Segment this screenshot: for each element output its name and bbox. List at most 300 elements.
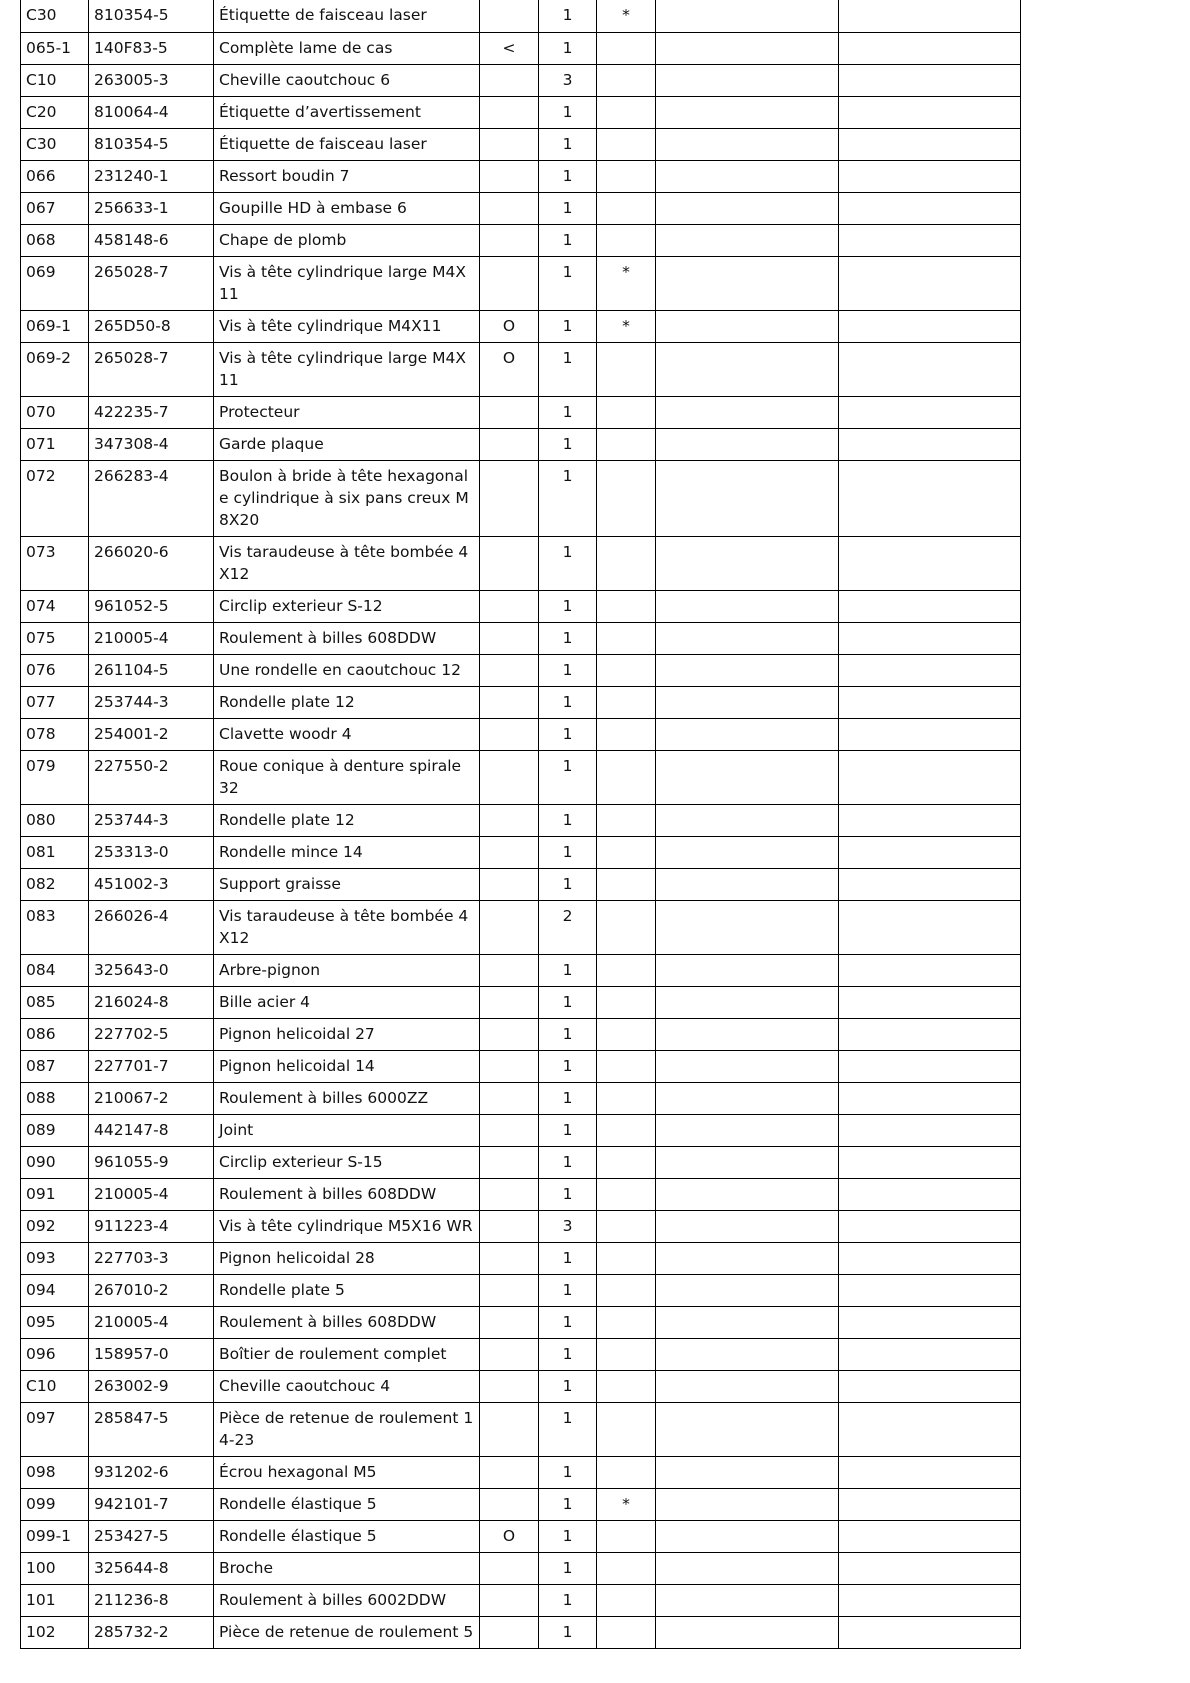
blank-cell-1 [656,536,839,590]
description-cell: Boulon à bride à tête hexagonale cylindrique à six pans creux M8X20 [214,460,480,536]
blank-cell-1 [656,1018,839,1050]
table-row [21,622,1021,654]
blank-cell-2 [839,986,1021,1018]
table-row [21,536,1021,590]
change-flag-cell [480,1242,539,1274]
blank-cell-1 [656,1242,839,1274]
table-row [21,1370,1021,1402]
blank-cell-2 [839,868,1021,900]
part-number-cell: 285847-5 [89,1402,214,1456]
description-cell: Complète lame de cas [214,32,480,64]
part-number-cell: 210067-2 [89,1082,214,1114]
description-cell: Roulement à billes 608DDW [214,1306,480,1338]
part-number-cell: 210005-4 [89,1178,214,1210]
table-row [21,192,1021,224]
blank-cell-2 [839,224,1021,256]
blank-cell-2 [839,1018,1021,1050]
blank-cell-1 [656,804,839,836]
quantity-cell: 1 [539,804,597,836]
change-flag-cell [480,0,539,32]
item-number-cell: 084 [21,954,89,986]
blank-cell-1 [656,750,839,804]
change-flag-cell [480,1402,539,1456]
blank-cell-1 [656,1456,839,1488]
table-row [21,342,1021,396]
note-mark-cell [597,1082,656,1114]
blank-cell-2 [839,1370,1021,1402]
quantity-cell: 2 [539,900,597,954]
table-row [21,590,1021,622]
item-number-cell: 086 [21,1018,89,1050]
item-number-cell: 100 [21,1552,89,1584]
quantity-cell: 1 [539,718,597,750]
item-number-cell: 102 [21,1616,89,1648]
part-number-cell: 266026-4 [89,900,214,954]
part-number-cell: 253313-0 [89,836,214,868]
part-number-cell: 210005-4 [89,622,214,654]
item-number-cell: 066 [21,160,89,192]
item-number-cell: C30 [21,0,89,32]
item-number-cell: 085 [21,986,89,1018]
change-flag-cell [480,1552,539,1584]
note-mark-cell [597,1584,656,1616]
table-row [21,396,1021,428]
part-number-cell: 810354-5 [89,128,214,160]
part-number-cell: 227550-2 [89,750,214,804]
note-mark-cell: * [597,0,656,32]
quantity-cell: 1 [539,1306,597,1338]
part-number-cell: 227701-7 [89,1050,214,1082]
blank-cell-2 [839,460,1021,536]
blank-cell-1 [656,1370,839,1402]
quantity-cell: 1 [539,1082,597,1114]
part-number-cell: 442147-8 [89,1114,214,1146]
change-flag-cell [480,1018,539,1050]
change-flag-cell [480,1210,539,1242]
item-number-cell: 080 [21,804,89,836]
table-row [21,804,1021,836]
note-mark-cell [597,1242,656,1274]
note-mark-cell: * [597,1488,656,1520]
item-number-cell: 098 [21,1456,89,1488]
blank-cell-2 [839,1306,1021,1338]
blank-cell-1 [656,654,839,686]
change-flag-cell [480,1114,539,1146]
table-row [21,128,1021,160]
blank-cell-2 [839,256,1021,310]
description-cell: Pièce de retenue de roulement 14-23 [214,1402,480,1456]
item-number-cell: 088 [21,1082,89,1114]
note-mark-cell [597,1520,656,1552]
table-row [21,1242,1021,1274]
quantity-cell: 1 [539,396,597,428]
description-cell: Cheville caoutchouc 6 [214,64,480,96]
quantity-cell: 1 [539,868,597,900]
table-row [21,1616,1021,1648]
quantity-cell: 1 [539,750,597,804]
part-number-cell: 458148-6 [89,224,214,256]
item-number-cell: 067 [21,192,89,224]
table-row [21,718,1021,750]
note-mark-cell [597,718,656,750]
blank-cell-1 [656,64,839,96]
blank-cell-1 [656,718,839,750]
blank-cell-1 [656,1178,839,1210]
blank-cell-2 [839,310,1021,342]
description-cell: Pièce de retenue de roulement 5 [214,1616,480,1648]
blank-cell-2 [839,160,1021,192]
note-mark-cell [597,1178,656,1210]
item-number-cell: 091 [21,1178,89,1210]
part-number-cell: 285732-2 [89,1616,214,1648]
quantity-cell: 1 [539,1338,597,1370]
item-number-cell: 072 [21,460,89,536]
quantity-cell: 1 [539,954,597,986]
blank-cell-1 [656,310,839,342]
blank-cell-1 [656,96,839,128]
change-flag-cell [480,750,539,804]
change-flag-cell [480,1584,539,1616]
change-flag-cell [480,954,539,986]
quantity-cell: 1 [539,256,597,310]
note-mark-cell [597,460,656,536]
item-number-cell: 069-2 [21,342,89,396]
blank-cell-1 [656,1402,839,1456]
quantity-cell: 1 [539,96,597,128]
part-number-cell: 158957-0 [89,1338,214,1370]
blank-cell-2 [839,622,1021,654]
item-number-cell: C10 [21,64,89,96]
item-number-cell: 076 [21,654,89,686]
quantity-cell: 1 [539,192,597,224]
note-mark-cell [597,622,656,654]
description-cell: Roulement à billes 6000ZZ [214,1082,480,1114]
blank-cell-1 [656,590,839,622]
blank-cell-2 [839,1488,1021,1520]
table-row [21,868,1021,900]
blank-cell-1 [656,1146,839,1178]
note-mark-cell [597,1370,656,1402]
blank-cell-2 [839,686,1021,718]
note-mark-cell [597,1146,656,1178]
blank-cell-1 [656,1274,839,1306]
description-cell: Garde plaque [214,428,480,460]
change-flag-cell [480,836,539,868]
description-cell: Rondelle plate 5 [214,1274,480,1306]
table-row [21,1050,1021,1082]
note-mark-cell [597,686,656,718]
quantity-cell: 1 [539,622,597,654]
blank-cell-1 [656,1616,839,1648]
blank-cell-1 [656,192,839,224]
change-flag-cell [480,718,539,750]
item-number-cell: 075 [21,622,89,654]
part-number-cell: 256633-1 [89,192,214,224]
quantity-cell: 1 [539,1552,597,1584]
item-number-cell: 079 [21,750,89,804]
description-cell: Roulement à billes 608DDW [214,1178,480,1210]
blank-cell-2 [839,654,1021,686]
description-cell: Étiquette d’avertissement [214,96,480,128]
blank-cell-2 [839,1050,1021,1082]
blank-cell-1 [656,1210,839,1242]
part-number-cell: 810354-5 [89,0,214,32]
blank-cell-1 [656,1488,839,1520]
note-mark-cell [597,750,656,804]
item-number-cell: 068 [21,224,89,256]
note-mark-cell: * [597,256,656,310]
table-row [21,0,1021,32]
note-mark-cell [597,986,656,1018]
quantity-cell: 1 [539,590,597,622]
part-number-cell: 911223-4 [89,1210,214,1242]
item-number-cell: 092 [21,1210,89,1242]
blank-cell-1 [656,622,839,654]
change-flag-cell [480,900,539,954]
item-number-cell: 094 [21,1274,89,1306]
change-flag-cell [480,868,539,900]
blank-cell-1 [656,1082,839,1114]
blank-cell-1 [656,1552,839,1584]
blank-cell-1 [656,224,839,256]
description-cell: Vis taraudeuse à tête bombée 4X12 [214,900,480,954]
description-cell: Rondelle plate 12 [214,804,480,836]
item-number-cell: 093 [21,1242,89,1274]
table-row [21,460,1021,536]
part-number-cell: 325643-0 [89,954,214,986]
part-number-cell: 263002-9 [89,1370,214,1402]
quantity-cell: 1 [539,1584,597,1616]
description-cell: Pignon helicoidal 28 [214,1242,480,1274]
note-mark-cell [597,32,656,64]
note-mark-cell [597,804,656,836]
part-number-cell: 265028-7 [89,256,214,310]
note-mark-cell [597,1050,656,1082]
change-flag-cell [480,224,539,256]
part-number-cell: 961052-5 [89,590,214,622]
description-cell: Goupille HD à embase 6 [214,192,480,224]
description-cell: Écrou hexagonal M5 [214,1456,480,1488]
part-number-cell: 210005-4 [89,1306,214,1338]
item-number-cell: 087 [21,1050,89,1082]
table-row [21,750,1021,804]
blank-cell-1 [656,954,839,986]
table-row [21,654,1021,686]
blank-cell-2 [839,64,1021,96]
item-number-cell: 069-1 [21,310,89,342]
change-flag-cell [480,256,539,310]
description-cell: Roulement à billes 608DDW [214,622,480,654]
quantity-cell: 1 [539,1488,597,1520]
quantity-cell: 1 [539,460,597,536]
table-row [21,96,1021,128]
description-cell: Ressort boudin 7 [214,160,480,192]
description-cell: Boîtier de roulement complet [214,1338,480,1370]
note-mark-cell [597,1210,656,1242]
description-cell: Rondelle élastique 5 [214,1488,480,1520]
part-number-cell: 961055-9 [89,1146,214,1178]
part-number-cell: 216024-8 [89,986,214,1018]
item-number-cell: 074 [21,590,89,622]
note-mark-cell [597,1402,656,1456]
change-flag-cell [480,986,539,1018]
blank-cell-2 [839,1146,1021,1178]
blank-cell-2 [839,954,1021,986]
part-number-cell: 267010-2 [89,1274,214,1306]
table-row [21,1082,1021,1114]
quantity-cell: 1 [539,128,597,160]
table-row [21,256,1021,310]
change-flag-cell [480,1146,539,1178]
blank-cell-1 [656,428,839,460]
note-mark-cell [597,224,656,256]
blank-cell-2 [839,1114,1021,1146]
quantity-cell: 1 [539,986,597,1018]
part-number-cell: 265028-7 [89,342,214,396]
quantity-cell: 1 [539,1616,597,1648]
note-mark-cell [597,654,656,686]
table-row [21,686,1021,718]
note-mark-cell [597,900,656,954]
part-number-cell: 140F83-5 [89,32,214,64]
part-number-cell: 263005-3 [89,64,214,96]
change-flag-cell [480,1338,539,1370]
blank-cell-2 [839,1242,1021,1274]
blank-cell-2 [839,396,1021,428]
description-cell: Vis taraudeuse à tête bombée 4X12 [214,536,480,590]
blank-cell-2 [839,536,1021,590]
part-number-cell: 211236-8 [89,1584,214,1616]
change-flag-cell [480,654,539,686]
description-cell: Circlip exterieur S-12 [214,590,480,622]
note-mark-cell [597,1338,656,1370]
note-mark-cell [597,954,656,986]
change-flag-cell [480,128,539,160]
table-row [21,32,1021,64]
change-flag-cell [480,804,539,836]
note-mark-cell [597,192,656,224]
part-number-cell: 266283-4 [89,460,214,536]
quantity-cell: 1 [539,654,597,686]
part-number-cell: 253744-3 [89,804,214,836]
note-mark-cell [597,1114,656,1146]
note-mark-cell [597,64,656,96]
description-cell: Protecteur [214,396,480,428]
part-number-cell: 810064-4 [89,96,214,128]
table-row [21,1210,1021,1242]
change-flag-cell [480,1050,539,1082]
part-number-cell: 261104-5 [89,654,214,686]
quantity-cell: 1 [539,428,597,460]
change-flag-cell: O [480,310,539,342]
item-number-cell: 077 [21,686,89,718]
table-row [21,1584,1021,1616]
blank-cell-1 [656,686,839,718]
quantity-cell: 3 [539,64,597,96]
table-row [21,836,1021,868]
blank-cell-2 [839,1552,1021,1584]
description-cell: Vis à tête cylindrique M4X11 [214,310,480,342]
item-number-cell: 078 [21,718,89,750]
description-cell: Vis à tête cylindrique large M4X11 [214,342,480,396]
part-number-cell: 227702-5 [89,1018,214,1050]
blank-cell-1 [656,986,839,1018]
quantity-cell: 1 [539,1050,597,1082]
blank-cell-2 [839,192,1021,224]
part-number-cell: 931202-6 [89,1456,214,1488]
description-cell: Support graisse [214,868,480,900]
table-row [21,1456,1021,1488]
note-mark-cell [597,590,656,622]
part-number-cell: 227703-3 [89,1242,214,1274]
table-row [21,1274,1021,1306]
blank-cell-1 [656,160,839,192]
table-row [21,1178,1021,1210]
blank-cell-2 [839,1616,1021,1648]
blank-cell-1 [656,900,839,954]
change-flag-cell [480,686,539,718]
change-flag-cell [480,622,539,654]
change-flag-cell [480,160,539,192]
description-cell: Rondelle plate 12 [214,686,480,718]
table-row [21,1402,1021,1456]
blank-cell-2 [839,900,1021,954]
item-number-cell: 095 [21,1306,89,1338]
blank-cell-2 [839,1338,1021,1370]
table-row [21,1552,1021,1584]
blank-cell-2 [839,718,1021,750]
quantity-cell: 1 [539,342,597,396]
quantity-cell: 3 [539,1210,597,1242]
blank-cell-1 [656,460,839,536]
change-flag-cell: O [480,1520,539,1552]
item-number-cell: 073 [21,536,89,590]
change-flag-cell [480,460,539,536]
note-mark-cell [597,428,656,460]
item-number-cell: C20 [21,96,89,128]
blank-cell-2 [839,1584,1021,1616]
note-mark-cell [597,96,656,128]
change-flag-cell [480,1306,539,1338]
quantity-cell: 1 [539,0,597,32]
item-number-cell: 081 [21,836,89,868]
table-row [21,986,1021,1018]
change-flag-cell: < [480,32,539,64]
part-number-cell: 254001-2 [89,718,214,750]
description-cell: Clavette woodr 4 [214,718,480,750]
quantity-cell: 1 [539,536,597,590]
blank-cell-1 [656,868,839,900]
note-mark-cell [597,342,656,396]
blank-cell-1 [656,1306,839,1338]
change-flag-cell: O [480,342,539,396]
description-cell: Bille acier 4 [214,986,480,1018]
description-cell: Vis à tête cylindrique M5X16 WR [214,1210,480,1242]
table-row [21,1338,1021,1370]
quantity-cell: 1 [539,1178,597,1210]
blank-cell-2 [839,1456,1021,1488]
item-number-cell: 083 [21,900,89,954]
blank-cell-2 [839,804,1021,836]
item-number-cell: C30 [21,128,89,160]
blank-cell-1 [656,256,839,310]
part-number-cell: 451002-3 [89,868,214,900]
description-cell: Étiquette de faisceau laser [214,128,480,160]
change-flag-cell [480,1370,539,1402]
note-mark-cell: * [597,310,656,342]
blank-cell-1 [656,128,839,160]
blank-cell-2 [839,1178,1021,1210]
